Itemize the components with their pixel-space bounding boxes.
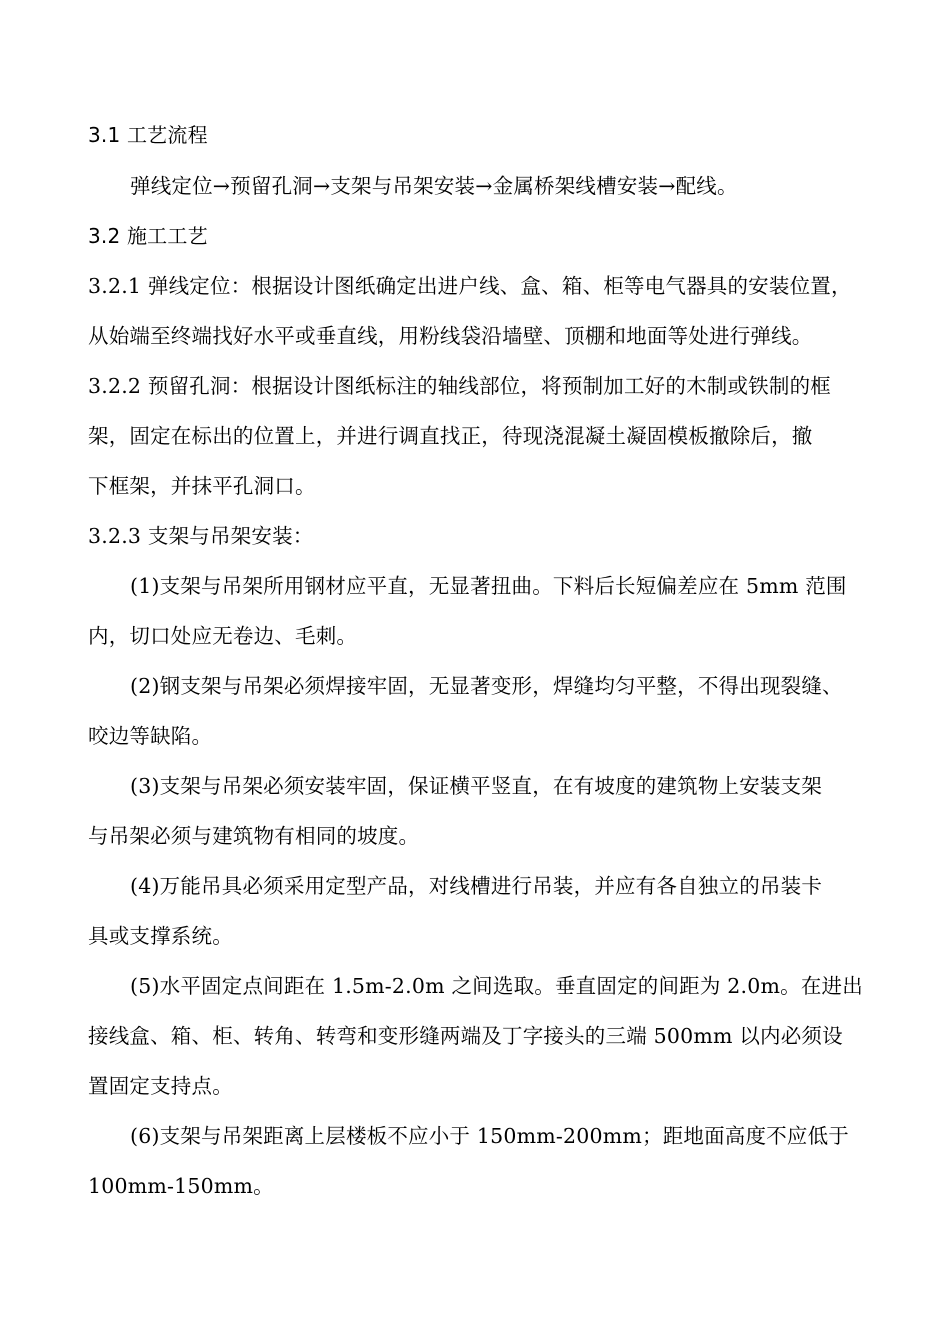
item-3-2-3-p4-line-2: 具或支撑系统。	[88, 924, 233, 948]
item-3-2-3-p2-line-1: (2)钢支架与吊架必须焊接牢固，无显著变形，焊缝均匀平整，不得出现裂缝、	[130, 674, 843, 698]
item-3-2-1-line-2: 从始端至终端找好水平或垂直线，用粉线袋沿墙壁、顶棚和地面等处进行弹线。	[88, 324, 813, 348]
item-3-2-3-p4-line-1: (4)万能吊具必须采用定型产品，对线槽进行吊装，并应有各自独立的吊装卡	[130, 874, 823, 898]
process-flow-text: 弹线定位→预留孔洞→支架与吊架安装→金属桥架线槽安装→配线。	[130, 174, 738, 198]
item-3-2-3-p5-line-3: 置固定支持点。	[88, 1074, 233, 1098]
item-3-2-3-p6-line-1: (6)支架与吊架距离上层楼板不应小于 150mm-200mm；距地面高度不应低于	[130, 1124, 849, 1148]
item-3-2-2-line-1: 3.2.2 预留孔洞：根据设计图纸标注的轴线部位，将预制加工好的木制或铁制的框	[88, 374, 831, 398]
item-3-2-3-p2-line-2: 咬边等缺陷。	[88, 724, 213, 748]
item-3-2-3-p3-line-1: (3)支架与吊架必须安装牢固，保证横平竖直，在有坡度的建筑物上安装支架	[130, 774, 823, 798]
item-3-2-3-p1-line-1: (1)支架与吊架所用钢材应平直，无显著扭曲。下料后长短偏差应在 5mm 范围	[130, 574, 847, 598]
section-heading-3-1: 3.1 工艺流程	[88, 123, 208, 147]
item-3-2-1-line-1: 3.2.1 弹线定位：根据设计图纸确定出进户线、盒、箱、柜等电气器具的安装位置，	[88, 274, 852, 298]
item-3-2-3-heading: 3.2.3 支架与吊架安装：	[88, 524, 314, 548]
item-3-2-3-p3-line-2: 与吊架必须与建筑物有相同的坡度。	[88, 824, 420, 848]
item-3-2-3-p5-line-1: (5)水平固定点间距在 1.5m-2.0m 之间选取。垂直固定的间距为 2.0m。在进出	[130, 974, 863, 998]
item-3-2-2-line-3: 下框架，并抹平孔洞口。	[88, 474, 316, 498]
section-heading-3-2: 3.2 施工工艺	[88, 224, 208, 248]
item-3-2-3-p1-line-2: 内，切口处应无卷边、毛刺。	[88, 624, 358, 648]
item-3-2-2-line-2: 架，固定在标出的位置上，并进行调直找正，待现浇混凝土凝固模板撤除后，撤	[88, 424, 813, 448]
item-3-2-3-p6-line-2: 100mm-150mm。	[88, 1174, 274, 1198]
item-3-2-3-p5-line-2: 接线盒、箱、柜、转角、转弯和变形缝两端及丁字接头的三端 500mm 以内必须设	[88, 1024, 843, 1048]
